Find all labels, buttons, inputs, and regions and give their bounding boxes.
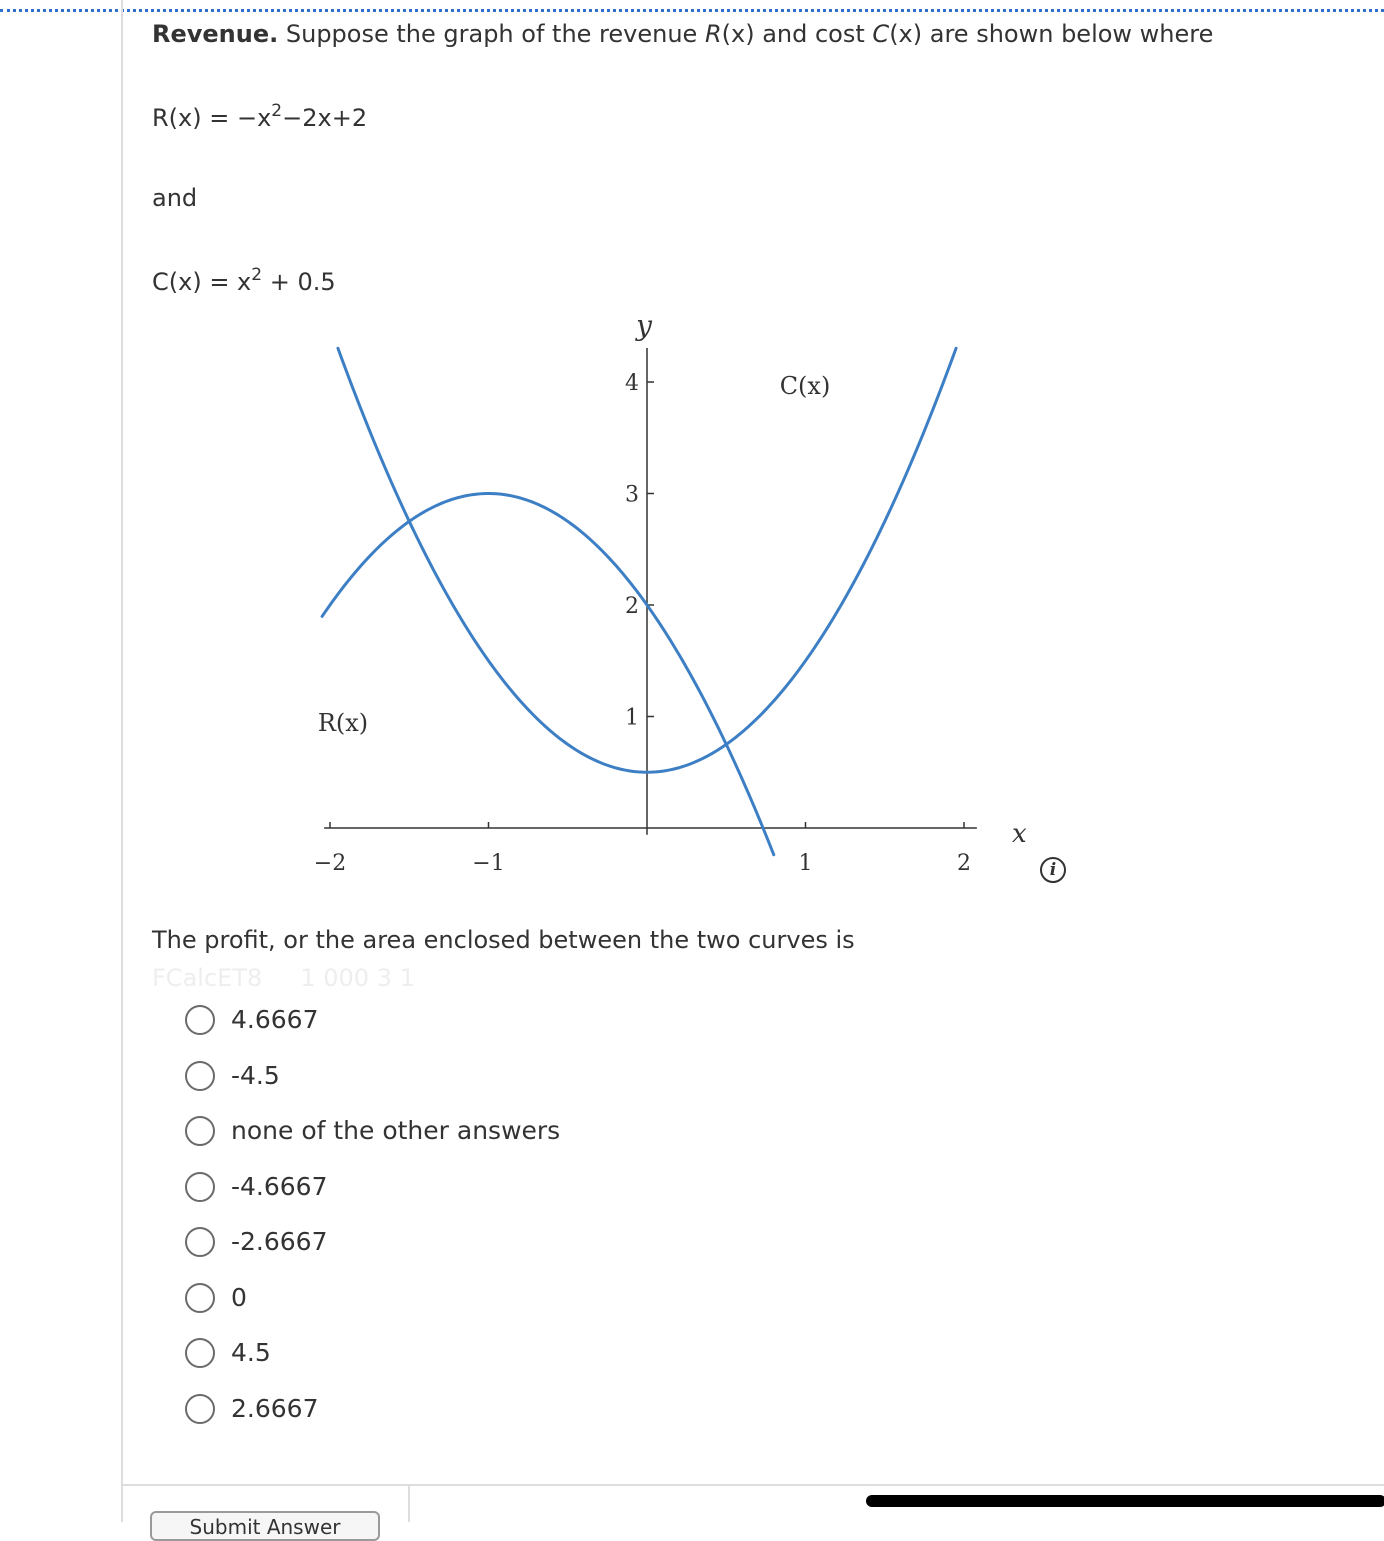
revenue-cost-graph	[290, 308, 1050, 888]
series-line-rx	[322, 494, 774, 855]
question-heading: Revenue.	[152, 20, 279, 48]
x-axis-label: x	[1012, 819, 1027, 849]
series-label-c: C(x)	[779, 372, 831, 400]
y-tick-label: 2	[625, 594, 639, 619]
y-tick-label: 4	[625, 371, 639, 396]
x-tick-label: 2	[957, 851, 971, 876]
answer-option-label: none of the other answers	[231, 1116, 561, 1145]
left-divider	[121, 0, 123, 1522]
revenue-equation: $R(x) = -x^2-2x+2$	[152, 100, 368, 132]
y-tick-label: 1	[625, 705, 639, 731]
radio-button[interactable]	[185, 1227, 215, 1257]
bottom-divider	[122, 1484, 1384, 1486]
y-tick-label: 3	[625, 482, 639, 508]
answer-option-label: 2.6667	[231, 1393, 319, 1423]
submit-answer-button[interactable]: Submit Answer	[150, 1511, 380, 1541]
series-label-r: R(x)	[317, 709, 369, 737]
top-dotted-border	[0, 9, 1384, 12]
x-tick-label: 1	[798, 851, 813, 876]
answer-option-label: -2.6667	[231, 1227, 328, 1256]
progress-bar	[866, 1495, 1384, 1507]
radio-button[interactable]	[185, 1005, 215, 1035]
answer-option-label: -4.6667	[231, 1171, 328, 1201]
cost-equation: $C(x) = x^2 + 0.5$	[152, 264, 336, 296]
radio-button[interactable]	[185, 1116, 215, 1146]
x-tick-label: −1	[472, 851, 505, 876]
radio-button[interactable]	[185, 1283, 215, 1313]
answer-option-label: 0	[231, 1282, 247, 1312]
radio-button[interactable]	[185, 1172, 215, 1202]
question-id-faint: FCalcET8 1 000 3 1	[152, 964, 415, 992]
y-axis-label: y	[636, 309, 652, 342]
radio-button[interactable]	[185, 1061, 215, 1091]
answer-option-label: 4.6667	[231, 1005, 319, 1034]
answer-option-label: 4.5	[231, 1338, 271, 1367]
x-tick-label: −2	[313, 851, 347, 876]
radio-button[interactable]	[185, 1394, 215, 1424]
question-intro: Revenue. Suppose the graph of the revenue R(x) and cost C(x) are shown below where	[152, 20, 1214, 48]
info-icon[interactable]: i	[1040, 857, 1066, 883]
profit-question: The profit, or the area enclosed between the two curves is	[152, 926, 855, 954]
and-text: and	[152, 184, 198, 212]
answer-option-label: -4.5	[231, 1060, 280, 1090]
radio-button[interactable]	[185, 1338, 215, 1368]
panel-edge	[408, 1486, 410, 1522]
